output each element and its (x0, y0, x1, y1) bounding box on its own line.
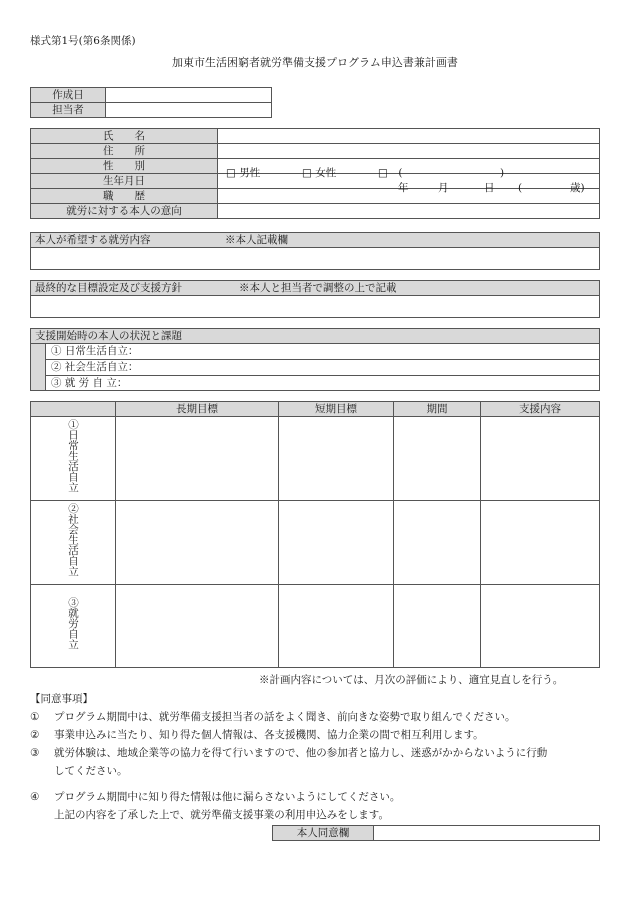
plan-cell[interactable] (481, 585, 600, 668)
age-open: ( (518, 182, 523, 194)
consent-num: ② (30, 729, 40, 741)
gender-male-checkbox[interactable]: □ 男性 (226, 167, 261, 179)
consent-section (30, 690, 610, 824)
intention-label: 就労に対する本人の意向 (31, 204, 218, 219)
plan-cell[interactable] (279, 585, 394, 668)
situation-item-1[interactable]: ① 日常生活自立： (45, 344, 599, 360)
agree-label: 本人同意欄 (273, 826, 374, 841)
plan-row-label-3: ③就労自立 (31, 585, 116, 668)
plan-cell[interactable] (394, 501, 481, 585)
plan-row-label-2: ②社会生活自立 (31, 501, 116, 585)
created-field[interactable] (106, 88, 272, 103)
plan-header-period: 期間 (394, 402, 481, 417)
intention-field[interactable] (218, 204, 600, 219)
final-goal-note: ※本人と担当者で調整の上で記載 (239, 282, 397, 294)
consent-item-4: プログラム期間中に知り得た情報は他に漏らさないようにしてください。 (54, 791, 401, 803)
name-label: 氏 名 (31, 129, 218, 144)
address-label: 住 所 (31, 144, 218, 159)
plan-cell[interactable] (394, 417, 481, 501)
plan-cell[interactable] (279, 501, 394, 585)
situation-item-2[interactable]: ② 社会生活自立： (45, 360, 599, 376)
plan-cell[interactable] (394, 585, 481, 668)
desired-work-note: ※本人記載欄 (225, 234, 288, 246)
situation-box (30, 328, 600, 391)
address-field[interactable] (218, 144, 600, 159)
final-goal-label: 最終的な目標設定及び支援方針 (35, 282, 182, 294)
staff-label: 担当者 (31, 103, 106, 118)
plan-header-long: 長期目標 (116, 402, 279, 417)
consent-item-3: 就労体験は、地域企業等の協力を得て行いますので、他の参加者と協力し、迷惑がかからないように行動 (54, 747, 548, 759)
age-close: 歳) (570, 182, 585, 194)
created-label: 作成日 (31, 88, 106, 103)
consent-num: ③ (30, 747, 40, 759)
profile-table (30, 128, 600, 219)
plan-cell[interactable] (279, 417, 394, 501)
birth-year-label: 年 (398, 182, 409, 194)
plan-cell[interactable] (116, 501, 279, 585)
desired-work-box[interactable] (30, 232, 600, 270)
plan-row-label-1: ①日常生活自立 (31, 417, 116, 501)
situation-item-3[interactable]: ③ 就 労 自 立： (51, 377, 128, 389)
page-title: 加東市生活困窮者就労準備支援プログラム申込書兼計画書 (172, 56, 458, 69)
gender-other-checkbox[interactable]: □ ( (378, 167, 403, 179)
consent-num: ④ (30, 791, 40, 803)
plan-table (30, 401, 600, 668)
plan-cell[interactable] (481, 417, 600, 501)
agree-field[interactable] (374, 826, 600, 841)
plan-cell[interactable] (481, 501, 600, 585)
staff-field[interactable] (106, 103, 272, 118)
gender-other-close: ) (500, 167, 505, 179)
birth-day-label: 日 (484, 182, 495, 194)
gender-female-checkbox[interactable]: □ 女性 (302, 167, 337, 179)
plan-cell[interactable] (116, 417, 279, 501)
plan-note: ※計画内容については、月次の評価により、適宜見直しを行う。 (259, 674, 564, 686)
consent-item-3-cont: してください。 (54, 765, 128, 777)
consent-heading: 【同意事項】 (30, 693, 93, 705)
name-field[interactable] (218, 129, 600, 144)
career-label: 職 歴 (31, 189, 218, 204)
plan-cell[interactable] (116, 585, 279, 668)
gender-field (218, 159, 600, 179)
final-goal-box[interactable] (30, 280, 600, 318)
desired-work-label: 本人が希望する就労内容 (35, 234, 151, 246)
consent-num: ① (30, 711, 40, 723)
birth-label: 生年月日 (31, 174, 218, 189)
situation-label: 支援開始時の本人の状況と課題 (31, 329, 599, 344)
form-number: 様式第1号(第6条関係) (30, 35, 136, 47)
gender-label: 性 別 (31, 159, 218, 174)
plan-header-support: 支援内容 (481, 402, 600, 417)
consent-item-2: 事業申込みに当たり、知り得た個人情報は、各支援機関、協力企業の間で相互利用します。 (54, 729, 484, 741)
consent-item-1: プログラム期間中は、就労準備支援担当者の話をよく聞き、前向きな姿勢で取り組んでください。 (54, 711, 516, 723)
plan-header-short: 短期目標 (279, 402, 394, 417)
meta-table (30, 87, 272, 118)
agree-table (272, 825, 600, 841)
birth-month-label: 月 (438, 182, 449, 194)
consent-closing: 上記の内容を了承した上で、就労準備支援事業の利用申込みをします。 (54, 809, 389, 821)
birth-field[interactable] (218, 174, 600, 194)
